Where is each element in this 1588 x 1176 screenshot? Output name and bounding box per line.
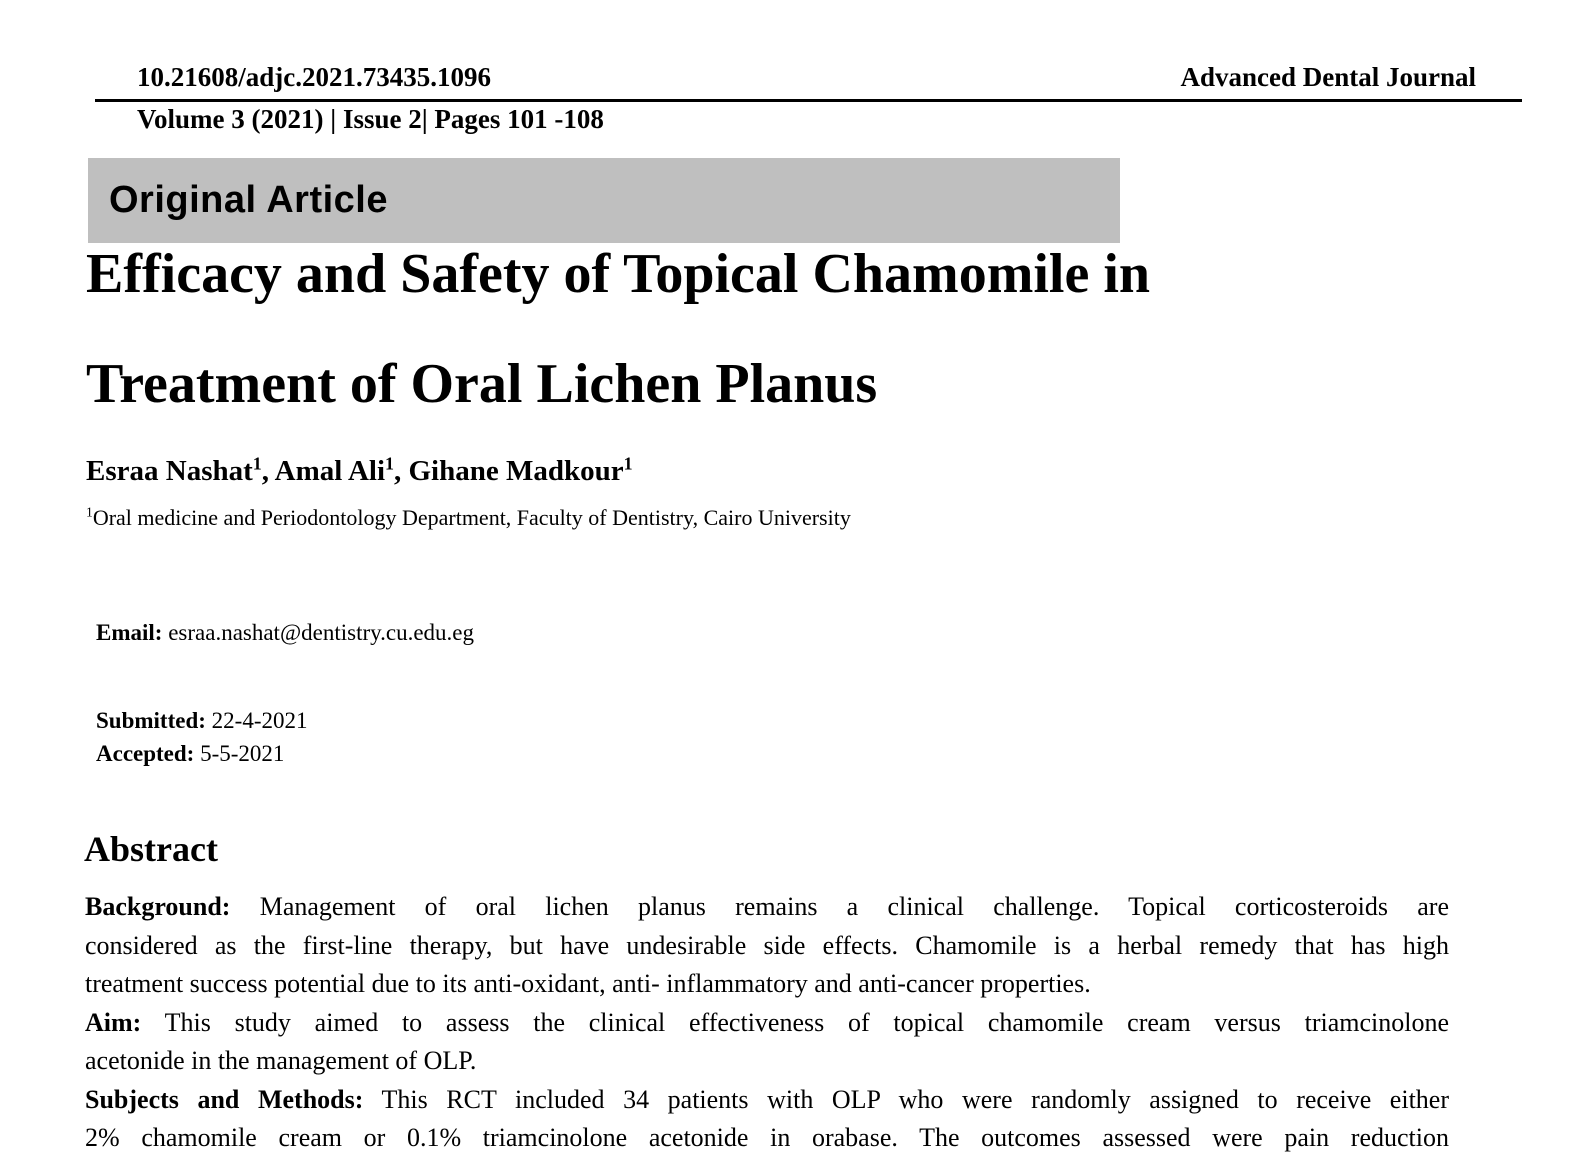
author-name: , Amal Ali xyxy=(261,455,386,487)
volume-issue-pages: Volume 3 (2021) | Issue 2| Pages 101 -108 xyxy=(137,104,604,134)
doi: 10.21608/adjc.2021.73435.1096 xyxy=(137,62,491,92)
article-type-banner xyxy=(88,158,1120,243)
submitted-label: Submitted: xyxy=(96,708,206,733)
abstract-text: treatment success potential due to its anti-oxidant, anti- inflammatory and anti-cancer properties. xyxy=(85,969,1091,998)
abstract-line xyxy=(85,1004,1449,1043)
author-affiliation-mark: 1 xyxy=(623,453,633,474)
abstract-line xyxy=(85,1119,1449,1158)
author-name: , Gihane Madkour xyxy=(394,455,624,487)
abstract-section-label: Subjects and Methods: xyxy=(85,1084,364,1114)
abstract-text: considered as the first-line therapy, but have undesirable side effects. Chamomile is a herbal remedy that has high xyxy=(85,930,1449,960)
abstract-heading: Abstract xyxy=(84,829,218,869)
email-row xyxy=(96,620,474,646)
author-affiliation-mark: 1 xyxy=(252,453,262,474)
email-label: Email: xyxy=(96,620,163,645)
article-type-label: Original Article xyxy=(109,179,388,221)
abstract-text: This study aimed to assess the clinical effectiveness of topical chamomile cream versus triamcinolone xyxy=(141,1007,1449,1037)
author-name: Esraa Nashat xyxy=(86,455,253,487)
article-title-line1: Efficacy and Safety of Topical Chamomile in xyxy=(86,243,1151,305)
abstract-line xyxy=(85,888,1449,927)
affiliation-mark: 1 xyxy=(86,504,93,520)
abstract-line xyxy=(85,1042,1449,1081)
header-divider xyxy=(95,99,1522,102)
abstract-section-label: Background: xyxy=(85,892,231,921)
abstract-line xyxy=(85,965,1449,1004)
abstract-text: acetonide in the management of OLP. xyxy=(85,1046,477,1075)
submission-dates xyxy=(96,704,307,770)
abstract-text: This RCT included 34 patients with OLP who were randomly assigned to receive either xyxy=(363,1084,1449,1114)
accepted-row xyxy=(96,737,307,770)
email-address: esraa.nashat@dentistry.cu.edu.eg xyxy=(168,620,474,645)
submitted-row xyxy=(96,704,307,737)
abstract-line xyxy=(85,1081,1449,1120)
affiliation xyxy=(86,505,851,531)
article-title-line2: Treatment of Oral Lichen Planus xyxy=(86,353,878,415)
accepted-date: 5-5-2021 xyxy=(200,741,285,766)
affiliation-text: Oral medicine and Periodontology Department, Faculty of Dentistry, Cairo University xyxy=(92,505,851,530)
abstract-line xyxy=(85,927,1449,966)
abstract-text: 2% chamomile cream or 0.1% triamcinolone acetonide in orabase. The outcomes assessed were pain reduction xyxy=(85,1123,1449,1152)
abstract-text: Management of oral lichen planus remains a clinical challenge. Topical corticosteroids are xyxy=(230,892,1449,921)
accepted-label: Accepted: xyxy=(96,741,195,766)
abstract-section-label: Aim: xyxy=(85,1007,142,1037)
journal-name: Advanced Dental Journal xyxy=(1180,62,1476,92)
author-affiliation-mark: 1 xyxy=(385,453,394,474)
submitted-date: 22-4-2021 xyxy=(211,708,308,733)
abstract-body xyxy=(85,888,1449,1158)
author-list xyxy=(86,455,633,488)
